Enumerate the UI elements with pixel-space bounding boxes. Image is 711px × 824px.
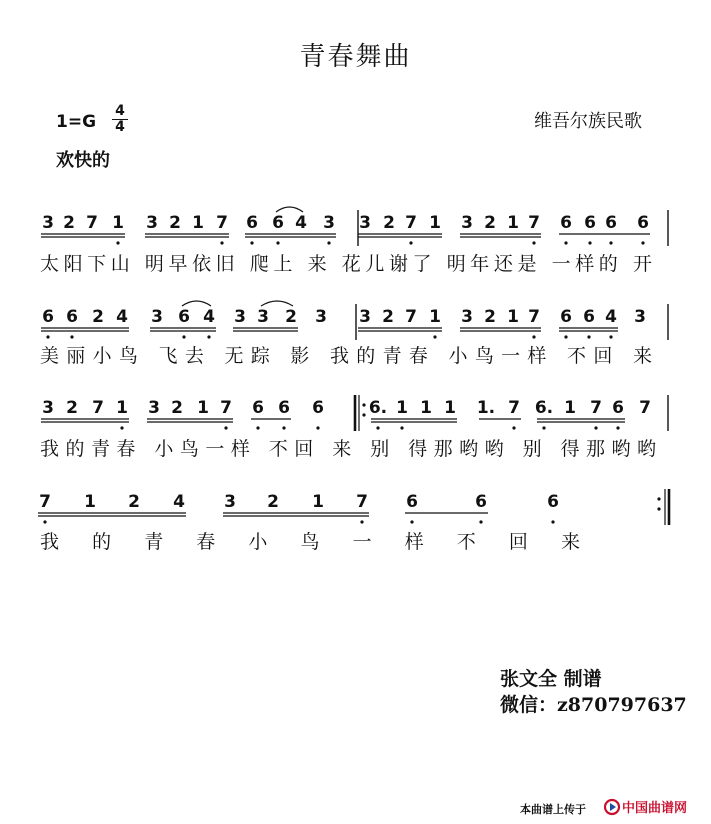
note-0-6: 1 <box>192 213 204 233</box>
note-3-1: 1 <box>84 492 96 512</box>
note-2-18: 1 <box>564 398 576 418</box>
octave-dot <box>479 520 482 523</box>
note-0-13: 2 <box>383 213 395 233</box>
note-0-3: 1 <box>112 213 124 233</box>
octave-dot <box>616 426 619 429</box>
note-1-20: 6 <box>583 307 595 327</box>
note-2-14: 1 <box>444 398 456 418</box>
octave-dot <box>182 335 185 338</box>
note-1-10: 3 <box>315 307 327 327</box>
note-1-9: 2 <box>285 307 297 327</box>
note-0-15: 1 <box>429 213 441 233</box>
note-2-9: 6 <box>278 398 290 418</box>
octave-dot <box>282 426 285 429</box>
octave-dot <box>220 241 223 244</box>
note-1-5: 6 <box>178 307 190 327</box>
note-1-18: 7 <box>528 307 540 327</box>
note-0-22: 6 <box>605 213 617 233</box>
note-0-17: 2 <box>484 213 496 233</box>
site-logo-play-icon <box>610 803 616 811</box>
slur <box>261 301 293 306</box>
time-signature-top: 4 <box>115 103 125 119</box>
note-1-11: 3 <box>359 307 371 327</box>
note-1-1: 6 <box>66 307 78 327</box>
note-1-14: 1 <box>429 307 441 327</box>
note-2-10: 6 <box>312 398 324 418</box>
octave-dot <box>46 335 49 338</box>
octave-dot <box>276 241 279 244</box>
octave-dot <box>376 426 379 429</box>
octave-dot <box>70 335 73 338</box>
note-3-6: 1 <box>312 492 324 512</box>
octave-dot <box>250 241 253 244</box>
note-2-11: 6. <box>368 398 388 418</box>
note-3-7: 7 <box>356 492 368 512</box>
octave-dot <box>512 426 515 429</box>
note-1-6: 4 <box>203 307 215 327</box>
octave-dot <box>542 426 545 429</box>
octave-dot <box>400 426 403 429</box>
note-1-21: 4 <box>605 307 617 327</box>
note-2-13: 1 <box>420 398 432 418</box>
octave-dot <box>207 335 210 338</box>
wechat-contact: 微信：z870797637 <box>500 694 687 716</box>
note-3-2: 2 <box>128 492 140 512</box>
note-2-19: 7 <box>590 398 602 418</box>
octave-dot <box>609 335 612 338</box>
note-2-12: 1 <box>396 398 408 418</box>
note-3-4: 3 <box>224 492 236 512</box>
note-3-8: 6 <box>406 492 418 512</box>
note-2-21: 7 <box>639 398 651 418</box>
octave-dot <box>551 520 554 523</box>
octave-dot <box>609 241 612 244</box>
note-0-14: 7 <box>405 213 417 233</box>
note-2-6: 1 <box>197 398 209 418</box>
octave-dot <box>641 241 644 244</box>
note-1-7: 3 <box>234 307 246 327</box>
octave-dot <box>588 241 591 244</box>
note-2-7: 7 <box>220 398 232 418</box>
octave-dot <box>532 241 535 244</box>
octave-dot <box>256 426 259 429</box>
note-2-4: 3 <box>148 398 160 418</box>
site-logo <box>604 797 704 817</box>
octave-dot <box>224 426 227 429</box>
note-3-3: 4 <box>173 492 185 512</box>
octave-dot <box>564 335 567 338</box>
song-origin: 维吾尔族民歌 <box>534 111 642 132</box>
octave-dot <box>360 520 363 523</box>
note-2-20: 6 <box>612 398 624 418</box>
note-0-4: 3 <box>146 213 158 233</box>
octave-dot <box>410 520 413 523</box>
note-0-8: 6 <box>246 213 258 233</box>
note-0-23: 6 <box>637 213 649 233</box>
repeat-dot <box>362 413 365 416</box>
slur <box>182 301 211 306</box>
octave-dot <box>433 335 436 338</box>
note-2-8: 6 <box>252 398 264 418</box>
note-3-0: 7 <box>39 492 51 512</box>
note-3-5: 2 <box>267 492 279 512</box>
note-0-5: 2 <box>169 213 181 233</box>
note-1-12: 2 <box>382 307 394 327</box>
note-1-13: 7 <box>405 307 417 327</box>
site-logo-text: 中国曲谱网 <box>622 801 688 816</box>
note-2-3: 1 <box>116 398 128 418</box>
time-signature-bottom: 4 <box>115 119 125 135</box>
note-2-5: 2 <box>171 398 183 418</box>
note-2-2: 7 <box>92 398 104 418</box>
note-1-22: 3 <box>634 307 646 327</box>
note-1-2: 2 <box>92 307 104 327</box>
slur <box>276 207 303 212</box>
upload-note: 本曲谱上传于 <box>520 803 586 816</box>
song-title: 青春舞曲 <box>299 42 412 72</box>
octave-dot <box>532 335 535 338</box>
repeat-dot <box>362 403 365 406</box>
repeat-dot <box>657 497 660 500</box>
octave-dot <box>594 426 597 429</box>
note-1-16: 2 <box>484 307 496 327</box>
note-2-0: 3 <box>42 398 54 418</box>
note-2-17: 6. <box>534 398 554 418</box>
note-2-16: 7 <box>508 398 520 418</box>
arranger-credit: 张文全 制谱 <box>500 668 602 690</box>
note-3-9: 6 <box>475 492 487 512</box>
note-2-1: 2 <box>66 398 78 418</box>
note-0-1: 2 <box>63 213 75 233</box>
note-0-0: 3 <box>42 213 54 233</box>
lyric-line-2: 美丽小鸟 飞去 无踪 影 我的青春 小鸟一样 不回 来 <box>40 345 652 367</box>
note-0-11: 3 <box>323 213 335 233</box>
note-1-3: 4 <box>116 307 128 327</box>
note-1-17: 1 <box>507 307 519 327</box>
note-0-7: 7 <box>216 213 228 233</box>
note-1-0: 6 <box>42 307 54 327</box>
note-1-4: 3 <box>151 307 163 327</box>
note-0-2: 7 <box>86 213 98 233</box>
note-0-10: 4 <box>295 213 307 233</box>
note-0-18: 1 <box>507 213 519 233</box>
octave-dot <box>316 426 319 429</box>
note-3-10: 6 <box>547 492 559 512</box>
note-1-8: 3 <box>257 307 269 327</box>
note-0-16: 3 <box>461 213 473 233</box>
note-0-9: 6 <box>272 213 284 233</box>
octave-dot <box>587 335 590 338</box>
note-0-19: 7 <box>528 213 540 233</box>
lyric-line-3: 我的青春 小鸟一样 不回 来 别 得那哟哟 别 得那哟哟 <box>40 438 656 460</box>
key-signature: 1=G <box>56 112 97 132</box>
tempo-marking: 欢快的 <box>56 150 110 171</box>
note-2-15: 1. <box>476 398 496 418</box>
octave-dot <box>409 241 412 244</box>
octave-dot <box>564 241 567 244</box>
note-1-19: 6 <box>560 307 572 327</box>
note-0-12: 3 <box>359 213 371 233</box>
octave-dot <box>43 520 46 523</box>
repeat-dot <box>657 507 660 510</box>
note-1-15: 3 <box>461 307 473 327</box>
octave-dot <box>116 241 119 244</box>
octave-dot <box>327 241 330 244</box>
lyric-line-4: 我 的 青 春 小 鸟 一 样 不 回 来 <box>40 531 581 553</box>
note-0-20: 6 <box>560 213 572 233</box>
note-0-21: 6 <box>584 213 596 233</box>
lyric-line-1: 太阳下山 明早依旧 爬上 来 花儿谢了 明年还是 一样的 开 <box>40 253 652 275</box>
octave-dot <box>120 426 123 429</box>
